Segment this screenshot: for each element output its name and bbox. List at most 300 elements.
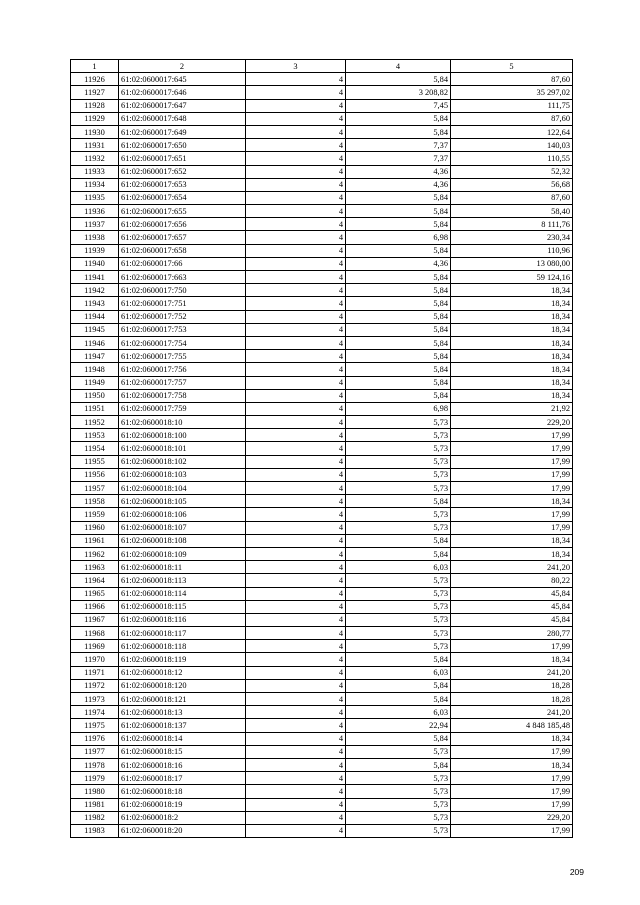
table-row: [71, 719, 573, 732]
cadastral-value-cell: 18,34: [451, 336, 573, 349]
group-cell: 4: [246, 112, 346, 125]
group-cell: 4: [246, 706, 346, 719]
cadastral-value-cell: 52,32: [451, 165, 573, 178]
table-row: [71, 310, 573, 323]
cadastral-value-cell: 122,64: [451, 125, 573, 138]
cadastral-value-cell: 18,34: [451, 758, 573, 771]
specific-value-cell: 5,73: [346, 482, 451, 495]
specific-value-cell: 5,84: [346, 363, 451, 376]
table-row: [71, 824, 573, 837]
table-row: [71, 798, 573, 811]
cadastral-value-cell: 87,60: [451, 112, 573, 125]
specific-value-cell: 5,84: [346, 350, 451, 363]
group-cell: 4: [246, 257, 346, 270]
row-number-cell: 11958: [71, 495, 119, 508]
table-row: [71, 336, 573, 349]
row-number-cell: 11935: [71, 191, 119, 204]
cadastral-number-cell: 61:02:0600017:645: [119, 73, 246, 86]
cadastral-number-cell: 61:02:0600017:647: [119, 99, 246, 112]
cadastral-number-cell: 61:02:0600018:17: [119, 772, 246, 785]
row-number-cell: 11967: [71, 613, 119, 626]
cadastral-value-cell: 35 297,02: [451, 86, 573, 99]
table-row: [71, 125, 573, 138]
row-number-cell: 11926: [71, 73, 119, 86]
specific-value-cell: 5,84: [346, 191, 451, 204]
table-row: [71, 284, 573, 297]
cadastral-number-cell: 61:02:0600018:115: [119, 600, 246, 613]
specific-value-cell: 5,84: [346, 534, 451, 547]
cadastral-value-cell: 229,20: [451, 416, 573, 429]
cadastral-value-table: [70, 59, 573, 838]
specific-value-cell: 3 208,82: [346, 86, 451, 99]
cadastral-number-cell: 61:02:0600018:117: [119, 627, 246, 640]
cadastral-value-cell: 17,99: [451, 455, 573, 468]
table-row: [71, 640, 573, 653]
cadastral-value-cell: 229,20: [451, 811, 573, 824]
cadastral-value-cell: 18,34: [451, 732, 573, 745]
group-cell: 4: [246, 824, 346, 837]
cadastral-number-cell: 61:02:0600017:655: [119, 205, 246, 218]
row-number-cell: 11955: [71, 455, 119, 468]
table-row: [71, 86, 573, 99]
group-cell: 4: [246, 745, 346, 758]
group-cell: 4: [246, 139, 346, 152]
cadastral-value-cell: 17,99: [451, 508, 573, 521]
specific-value-cell: 5,73: [346, 627, 451, 640]
group-cell: 4: [246, 191, 346, 204]
row-number-cell: 11959: [71, 508, 119, 521]
cadastral-value-cell: 241,20: [451, 561, 573, 574]
group-cell: 4: [246, 178, 346, 191]
row-number-cell: 11976: [71, 732, 119, 745]
cadastral-value-cell: 110,55: [451, 152, 573, 165]
specific-value-cell: 5,73: [346, 745, 451, 758]
specific-value-cell: 5,73: [346, 798, 451, 811]
group-cell: 4: [246, 482, 346, 495]
specific-value-cell: 5,73: [346, 772, 451, 785]
cadastral-number-cell: 61:02:0600018:121: [119, 693, 246, 706]
specific-value-cell: 5,73: [346, 811, 451, 824]
group-cell: 4: [246, 508, 346, 521]
table-row: [71, 350, 573, 363]
group-cell: 4: [246, 640, 346, 653]
group-cell: 4: [246, 363, 346, 376]
cadastral-number-cell: 61:02:0600018:16: [119, 758, 246, 771]
table-row: [71, 706, 573, 719]
row-number-cell: 11927: [71, 86, 119, 99]
group-cell: 4: [246, 534, 346, 547]
specific-value-cell: 5,84: [346, 297, 451, 310]
group-cell: 4: [246, 574, 346, 587]
specific-value-cell: 5,84: [346, 693, 451, 706]
cadastral-value-cell: 18,34: [451, 653, 573, 666]
cadastral-number-cell: 61:02:0600017:646: [119, 86, 246, 99]
cadastral-value-cell: 241,20: [451, 706, 573, 719]
group-cell: 4: [246, 402, 346, 415]
cadastral-value-cell: 280,77: [451, 627, 573, 640]
row-number-cell: 11936: [71, 205, 119, 218]
group-cell: 4: [246, 310, 346, 323]
cadastral-value-cell: 87,60: [451, 73, 573, 86]
cadastral-value-cell: 17,99: [451, 468, 573, 481]
cadastral-value-cell: 17,99: [451, 745, 573, 758]
specific-value-cell: 5,73: [346, 468, 451, 481]
specific-value-cell: 6,03: [346, 666, 451, 679]
specific-value-cell: 5,84: [346, 218, 451, 231]
specific-value-cell: 5,73: [346, 613, 451, 626]
cadastral-number-cell: 61:02:0600017:654: [119, 191, 246, 204]
cadastral-number-cell: 61:02:0600018:116: [119, 613, 246, 626]
cadastral-value-cell: 18,34: [451, 284, 573, 297]
cadastral-value-cell: 56,68: [451, 178, 573, 191]
specific-value-cell: 5,73: [346, 587, 451, 600]
cadastral-number-cell: 61:02:0600017:757: [119, 376, 246, 389]
cadastral-value-cell: 17,99: [451, 521, 573, 534]
row-number-cell: 11950: [71, 389, 119, 402]
cadastral-number-cell: 61:02:0600018:118: [119, 640, 246, 653]
table-row: [71, 297, 573, 310]
group-cell: 4: [246, 284, 346, 297]
table-row: [71, 205, 573, 218]
cadastral-number-cell: 61:02:0600017:649: [119, 125, 246, 138]
table-row: [71, 508, 573, 521]
row-number-cell: 11931: [71, 139, 119, 152]
group-cell: 4: [246, 99, 346, 112]
group-cell: 4: [246, 811, 346, 824]
specific-value-cell: 6,03: [346, 706, 451, 719]
table-row: [71, 468, 573, 481]
group-cell: 4: [246, 271, 346, 284]
cadastral-value-cell: 87,60: [451, 191, 573, 204]
cadastral-number-cell: 61:02:0600018:113: [119, 574, 246, 587]
specific-value-cell: 5,84: [346, 205, 451, 218]
row-number-cell: 11938: [71, 231, 119, 244]
cadastral-number-cell: 61:02:0600018:108: [119, 534, 246, 547]
table-row: [71, 587, 573, 600]
cadastral-value-cell: 17,99: [451, 482, 573, 495]
table-row: [71, 811, 573, 824]
header-row: [71, 60, 573, 73]
cadastral-value-cell: 18,34: [451, 350, 573, 363]
group-cell: 4: [246, 561, 346, 574]
group-cell: 4: [246, 231, 346, 244]
cadastral-value-cell: 17,99: [451, 798, 573, 811]
cadastral-number-cell: 61:02:0600018:105: [119, 495, 246, 508]
group-cell: 4: [246, 297, 346, 310]
row-number-cell: 11953: [71, 429, 119, 442]
cadastral-number-cell: 61:02:0600018:109: [119, 547, 246, 560]
row-number-cell: 11973: [71, 693, 119, 706]
row-number-cell: 11961: [71, 534, 119, 547]
cadastral-value-cell: 18,34: [451, 323, 573, 336]
group-cell: 4: [246, 336, 346, 349]
cadastral-number-cell: 61:02:0600018:119: [119, 653, 246, 666]
row-number-cell: 11980: [71, 785, 119, 798]
specific-value-cell: 4,36: [346, 165, 451, 178]
cadastral-value-cell: 59 124,16: [451, 271, 573, 284]
cadastral-value-cell: 45,84: [451, 600, 573, 613]
cadastral-number-cell: 61:02:0600017:752: [119, 310, 246, 323]
specific-value-cell: 5,84: [346, 271, 451, 284]
cadastral-number-cell: 61:02:0600018:137: [119, 719, 246, 732]
group-cell: 4: [246, 600, 346, 613]
specific-value-cell: 5,84: [346, 758, 451, 771]
specific-value-cell: 5,84: [346, 310, 451, 323]
group-cell: 4: [246, 772, 346, 785]
specific-value-cell: 5,84: [346, 547, 451, 560]
row-number-cell: 11969: [71, 640, 119, 653]
specific-value-cell: 6,98: [346, 231, 451, 244]
group-cell: 4: [246, 455, 346, 468]
cadastral-number-cell: 61:02:0600018:102: [119, 455, 246, 468]
table-row: [71, 679, 573, 692]
group-cell: 4: [246, 244, 346, 257]
row-number-cell: 11945: [71, 323, 119, 336]
row-number-cell: 11975: [71, 719, 119, 732]
row-number-cell: 11943: [71, 297, 119, 310]
cadastral-value-cell: 18,28: [451, 693, 573, 706]
cadastral-number-cell: 61:02:0600018:12: [119, 666, 246, 679]
specific-value-cell: 5,84: [346, 679, 451, 692]
table-row: [71, 627, 573, 640]
table-row: [71, 139, 573, 152]
cadastral-value-cell: 111,75: [451, 99, 573, 112]
specific-value-cell: 5,84: [346, 244, 451, 257]
table-row: [71, 482, 573, 495]
row-number-cell: 11971: [71, 666, 119, 679]
cadastral-number-cell: 61:02:0600018:103: [119, 468, 246, 481]
specific-value-cell: 5,73: [346, 521, 451, 534]
specific-value-cell: 22,94: [346, 719, 451, 732]
cadastral-value-cell: 8 111,76: [451, 218, 573, 231]
cadastral-value-cell: 18,34: [451, 495, 573, 508]
row-number-cell: 11962: [71, 547, 119, 560]
table-row: [71, 402, 573, 415]
group-cell: 4: [246, 125, 346, 138]
row-number-cell: 11928: [71, 99, 119, 112]
group-cell: 4: [246, 86, 346, 99]
group-cell: 4: [246, 693, 346, 706]
column-header-4: 4: [346, 60, 451, 73]
table-row: [71, 547, 573, 560]
table-row: [71, 389, 573, 402]
cadastral-number-cell: 61:02:0600018:20: [119, 824, 246, 837]
group-cell: 4: [246, 587, 346, 600]
row-number-cell: 11970: [71, 653, 119, 666]
specific-value-cell: 4,36: [346, 178, 451, 191]
group-cell: 4: [246, 495, 346, 508]
cadastral-value-cell: 18,34: [451, 534, 573, 547]
cadastral-value-cell: 17,99: [451, 429, 573, 442]
column-header-2: 2: [119, 60, 246, 73]
group-cell: 4: [246, 468, 346, 481]
cadastral-number-cell: 61:02:0600017:653: [119, 178, 246, 191]
table-row: [71, 442, 573, 455]
cadastral-number-cell: 61:02:0600017:648: [119, 112, 246, 125]
row-number-cell: 11942: [71, 284, 119, 297]
cadastral-value-cell: 58,40: [451, 205, 573, 218]
table-row: [71, 376, 573, 389]
group-cell: 4: [246, 73, 346, 86]
table-row: [71, 416, 573, 429]
cadastral-number-cell: 61:02:0600018:100: [119, 429, 246, 442]
table-row: [71, 758, 573, 771]
table-row: [71, 165, 573, 178]
group-cell: 4: [246, 613, 346, 626]
table-row: [71, 521, 573, 534]
table-row: [71, 429, 573, 442]
table-header: [71, 60, 573, 73]
group-cell: 4: [246, 719, 346, 732]
table-row: [71, 112, 573, 125]
cadastral-number-cell: 61:02:0600018:15: [119, 745, 246, 758]
row-number-cell: 11948: [71, 363, 119, 376]
cadastral-number-cell: 61:02:0600018:11: [119, 561, 246, 574]
specific-value-cell: 5,84: [346, 495, 451, 508]
cadastral-value-cell: 45,84: [451, 613, 573, 626]
specific-value-cell: 5,84: [346, 336, 451, 349]
row-number-cell: 11974: [71, 706, 119, 719]
table-row: [71, 73, 573, 86]
row-number-cell: 11954: [71, 442, 119, 455]
cadastral-number-cell: 61:02:0600018:14: [119, 732, 246, 745]
cadastral-number-cell: 61:02:0600017:657: [119, 231, 246, 244]
table-row: [71, 574, 573, 587]
row-number-cell: 11944: [71, 310, 119, 323]
row-number-cell: 11972: [71, 679, 119, 692]
specific-value-cell: 5,84: [346, 323, 451, 336]
cadastral-value-cell: 4 848 185,48: [451, 719, 573, 732]
cadastral-value-cell: 18,34: [451, 389, 573, 402]
row-number-cell: 11963: [71, 561, 119, 574]
column-header-1: 1: [71, 60, 119, 73]
row-number-cell: 11957: [71, 482, 119, 495]
row-number-cell: 11965: [71, 587, 119, 600]
cadastral-number-cell: 61:02:0600018:114: [119, 587, 246, 600]
cadastral-value-cell: 17,99: [451, 824, 573, 837]
row-number-cell: 11949: [71, 376, 119, 389]
specific-value-cell: 5,73: [346, 600, 451, 613]
group-cell: 4: [246, 547, 346, 560]
specific-value-cell: 5,73: [346, 824, 451, 837]
table-row: [71, 244, 573, 257]
cadastral-number-cell: 61:02:0600017:650: [119, 139, 246, 152]
cadastral-value-cell: 17,99: [451, 785, 573, 798]
row-number-cell: 11977: [71, 745, 119, 758]
table-row: [71, 152, 573, 165]
table-row: [71, 271, 573, 284]
cadastral-number-cell: 61:02:0600017:754: [119, 336, 246, 349]
table-row: [71, 231, 573, 244]
specific-value-cell: 5,73: [346, 785, 451, 798]
specific-value-cell: 4,36: [346, 257, 451, 270]
cadastral-value-cell: 230,34: [451, 231, 573, 244]
table-row: [71, 178, 573, 191]
specific-value-cell: 7,37: [346, 152, 451, 165]
cadastral-number-cell: 61:02:0600018:13: [119, 706, 246, 719]
cadastral-number-cell: 61:02:0600017:663: [119, 271, 246, 284]
specific-value-cell: 5,73: [346, 640, 451, 653]
specific-value-cell: 5,84: [346, 389, 451, 402]
specific-value-cell: 7,37: [346, 139, 451, 152]
cadastral-value-cell: 18,34: [451, 310, 573, 323]
table-row: [71, 653, 573, 666]
table-row: [71, 323, 573, 336]
group-cell: 4: [246, 679, 346, 692]
specific-value-cell: 5,73: [346, 508, 451, 521]
group-cell: 4: [246, 389, 346, 402]
specific-value-cell: 5,84: [346, 284, 451, 297]
table-row: [71, 666, 573, 679]
cadastral-value-cell: 17,99: [451, 772, 573, 785]
group-cell: 4: [246, 785, 346, 798]
table-row: [71, 99, 573, 112]
group-cell: 4: [246, 165, 346, 178]
cadastral-number-cell: 61:02:0600018:101: [119, 442, 246, 455]
specific-value-cell: 5,84: [346, 653, 451, 666]
cadastral-number-cell: 61:02:0600018:106: [119, 508, 246, 521]
table-row: [71, 732, 573, 745]
group-cell: 4: [246, 376, 346, 389]
row-number-cell: 11968: [71, 627, 119, 640]
group-cell: 4: [246, 666, 346, 679]
group-cell: 4: [246, 798, 346, 811]
row-number-cell: 11964: [71, 574, 119, 587]
cadastral-number-cell: 61:02:0600017:66: [119, 257, 246, 270]
row-number-cell: 11956: [71, 468, 119, 481]
table-row: [71, 218, 573, 231]
row-number-cell: 11983: [71, 824, 119, 837]
cadastral-number-cell: 61:02:0600018:10: [119, 416, 246, 429]
row-number-cell: 11947: [71, 350, 119, 363]
group-cell: 4: [246, 442, 346, 455]
table-row: [71, 534, 573, 547]
cadastral-number-cell: 61:02:0600017:753: [119, 323, 246, 336]
cadastral-value-cell: 18,34: [451, 547, 573, 560]
table-row: [71, 257, 573, 270]
cadastral-number-cell: 61:02:0600018:19: [119, 798, 246, 811]
cadastral-number-cell: 61:02:0600017:658: [119, 244, 246, 257]
cadastral-value-cell: 241,20: [451, 666, 573, 679]
group-cell: 4: [246, 429, 346, 442]
column-header-5: 5: [451, 60, 573, 73]
cadastral-value-cell: 110,96: [451, 244, 573, 257]
group-cell: 4: [246, 653, 346, 666]
row-number-cell: 11978: [71, 758, 119, 771]
cadastral-value-cell: 18,28: [451, 679, 573, 692]
row-number-cell: 11937: [71, 218, 119, 231]
group-cell: 4: [246, 323, 346, 336]
group-cell: 4: [246, 205, 346, 218]
specific-value-cell: 5,73: [346, 442, 451, 455]
row-number-cell: 11966: [71, 600, 119, 613]
group-cell: 4: [246, 521, 346, 534]
row-number-cell: 11929: [71, 112, 119, 125]
row-number-cell: 11940: [71, 257, 119, 270]
cadastral-number-cell: 61:02:0600017:750: [119, 284, 246, 297]
table-row: [71, 363, 573, 376]
cadastral-number-cell: 61:02:0600017:759: [119, 402, 246, 415]
cadastral-value-cell: 45,84: [451, 587, 573, 600]
cadastral-number-cell: 61:02:0600018:104: [119, 482, 246, 495]
specific-value-cell: 7,45: [346, 99, 451, 112]
cadastral-number-cell: 61:02:0600017:756: [119, 363, 246, 376]
table-row: [71, 495, 573, 508]
row-number-cell: 11932: [71, 152, 119, 165]
row-number-cell: 11951: [71, 402, 119, 415]
table-row: [71, 772, 573, 785]
cadastral-value-cell: 18,34: [451, 363, 573, 376]
